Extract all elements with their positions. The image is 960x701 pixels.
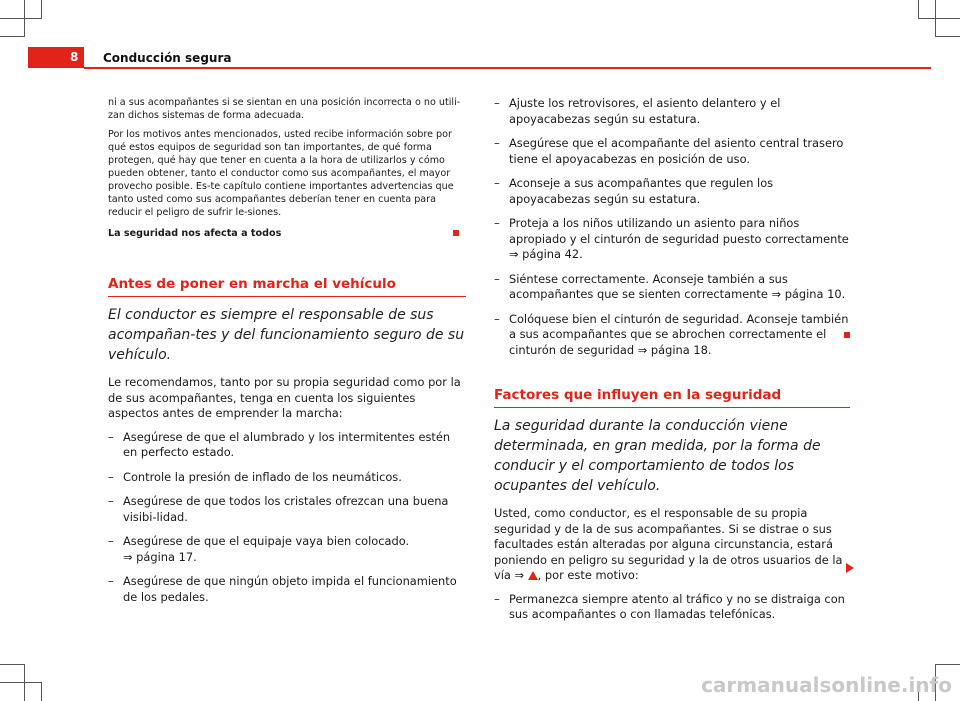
left-column — [108, 96, 466, 614]
checklist — [108, 430, 466, 606]
list-item: – Asegúrese de que el equipaje vaya bien colocado. ⇒ página 17. — [108, 534, 410, 564]
list-item: – Asegúrese de que todos los cristales ofrezcan una buena visibi-lidad. — [108, 494, 449, 524]
crop-mark — [0, 18, 42, 19]
section-title-safety-factors: Factores que influyen en la seguridad — [494, 387, 850, 408]
safety-list — [494, 592, 850, 623]
crop-mark — [918, 0, 919, 18]
list-item: – Aconseje a sus acompañantes que regulen los apoyacabezas según su estatura. — [494, 176, 774, 206]
end-of-section-marker — [844, 332, 850, 338]
intro-paragraph-1: ni a sus acompañantes si se sientan en una posición incorrecta o no utili-zan dichos sistemas de forma adecuada. — [108, 97, 461, 121]
checklist-continued — [494, 96, 850, 358]
list-item: – Asegúrese de que ningún objeto impida el funcionamiento de los pedales. — [108, 574, 457, 604]
crop-mark — [41, 0, 42, 18]
crop-mark — [918, 18, 960, 19]
watermark: carmanualsonline.info — [701, 673, 952, 697]
list-item: – Colóquese bien el cinturón de seguridad. Aconseje también a sus acompañantes que se abrochen correctamente el cinturón de seguridad ⇒ página 18. — [494, 311, 849, 357]
section-body: Le recomendamos, tanto por su propia seguridad como por la de sus acompañantes, tenga en cuenta los siguientes aspectos antes de emprender la marcha: — [108, 375, 461, 420]
crop-mark — [936, 36, 960, 37]
crop-mark — [0, 664, 24, 665]
list-item: – Asegúrese que el acompañante del asiento central trasero tiene el apoyacabezas en posición de uso. — [494, 136, 844, 166]
crop-mark — [936, 664, 960, 665]
section-lead: El conductor es siempre el responsable de sus acompañan-tes y del funcionamiento seguro de su vehículo. — [108, 307, 465, 363]
list-item: – Siéntese correctamente. Aconseje también a sus acompañantes que se sienten correctamente ⇒ página 10. — [494, 271, 846, 301]
list-item: – Ajuste los retrovisores, el asiento delantero y el apoyacabezas según su estatura. — [494, 96, 781, 126]
list-item: – Controle la presión de inflado de los neumáticos. — [108, 469, 402, 484]
bold-note-text: La seguridad nos afecta a todos — [108, 228, 282, 239]
page-number: 8 — [70, 50, 79, 64]
continue-arrow-icon — [846, 563, 854, 573]
section-title-before-driving: Antes de poner en marcha el vehículo — [108, 276, 466, 297]
list-item: – Proteja a los niños utilizando un asiento para niños apropiado y el cinturón de seguridad puesto correctamente ⇒ página 42. — [494, 216, 849, 261]
crop-mark — [41, 683, 42, 701]
chapter-title: Conducción segura — [103, 51, 232, 65]
bold-note — [108, 227, 466, 240]
section-body: Usted, como conductor, es el responsable de su propia seguridad y de la de sus acompañantes. Si se distrae o sus facultades están alteradas por alguna circunstancia, estará poniendo en peligro su seguridad y la de otros usuarios de la vía ⇒ , por este motivo: — [494, 506, 843, 582]
warning-icon — [528, 571, 538, 580]
section-lead: La seguridad durante la conducción viene determinada, en gran medida, por la forma de conducir y el comportamiento de todos los ocupantes del vehículo. — [494, 418, 821, 494]
header-rule — [84, 67, 931, 69]
intro-paragraph-2: Por los motivos antes mencionados, usted recibe información sobre por qué estos equipos de seguridad son tan importantes, de qué forma protegen, qué hay que tener en cuenta a la hora de utilizarlos y cómo pueden obtener, tanto el conductor como sus acompañantes, el mayor provecho posible. Es-te capítulo contiene importantes advertencias que tanto usted como sus acompañantes deberían tener en cuenta para reducir el peligro de sufrir le-siones. — [108, 129, 454, 218]
right-column — [494, 96, 850, 632]
crop-mark — [0, 36, 24, 37]
crop-mark — [0, 682, 42, 683]
list-item: – Permanezca siempre atento al tráfico y no se distraiga con sus acompañantes o con llamadas telefónicas. — [494, 591, 845, 621]
list-item: – Asegúrese de que el alumbrado y los intermitentes estén en perfecto estado. — [108, 429, 451, 459]
end-of-section-marker — [453, 230, 459, 236]
